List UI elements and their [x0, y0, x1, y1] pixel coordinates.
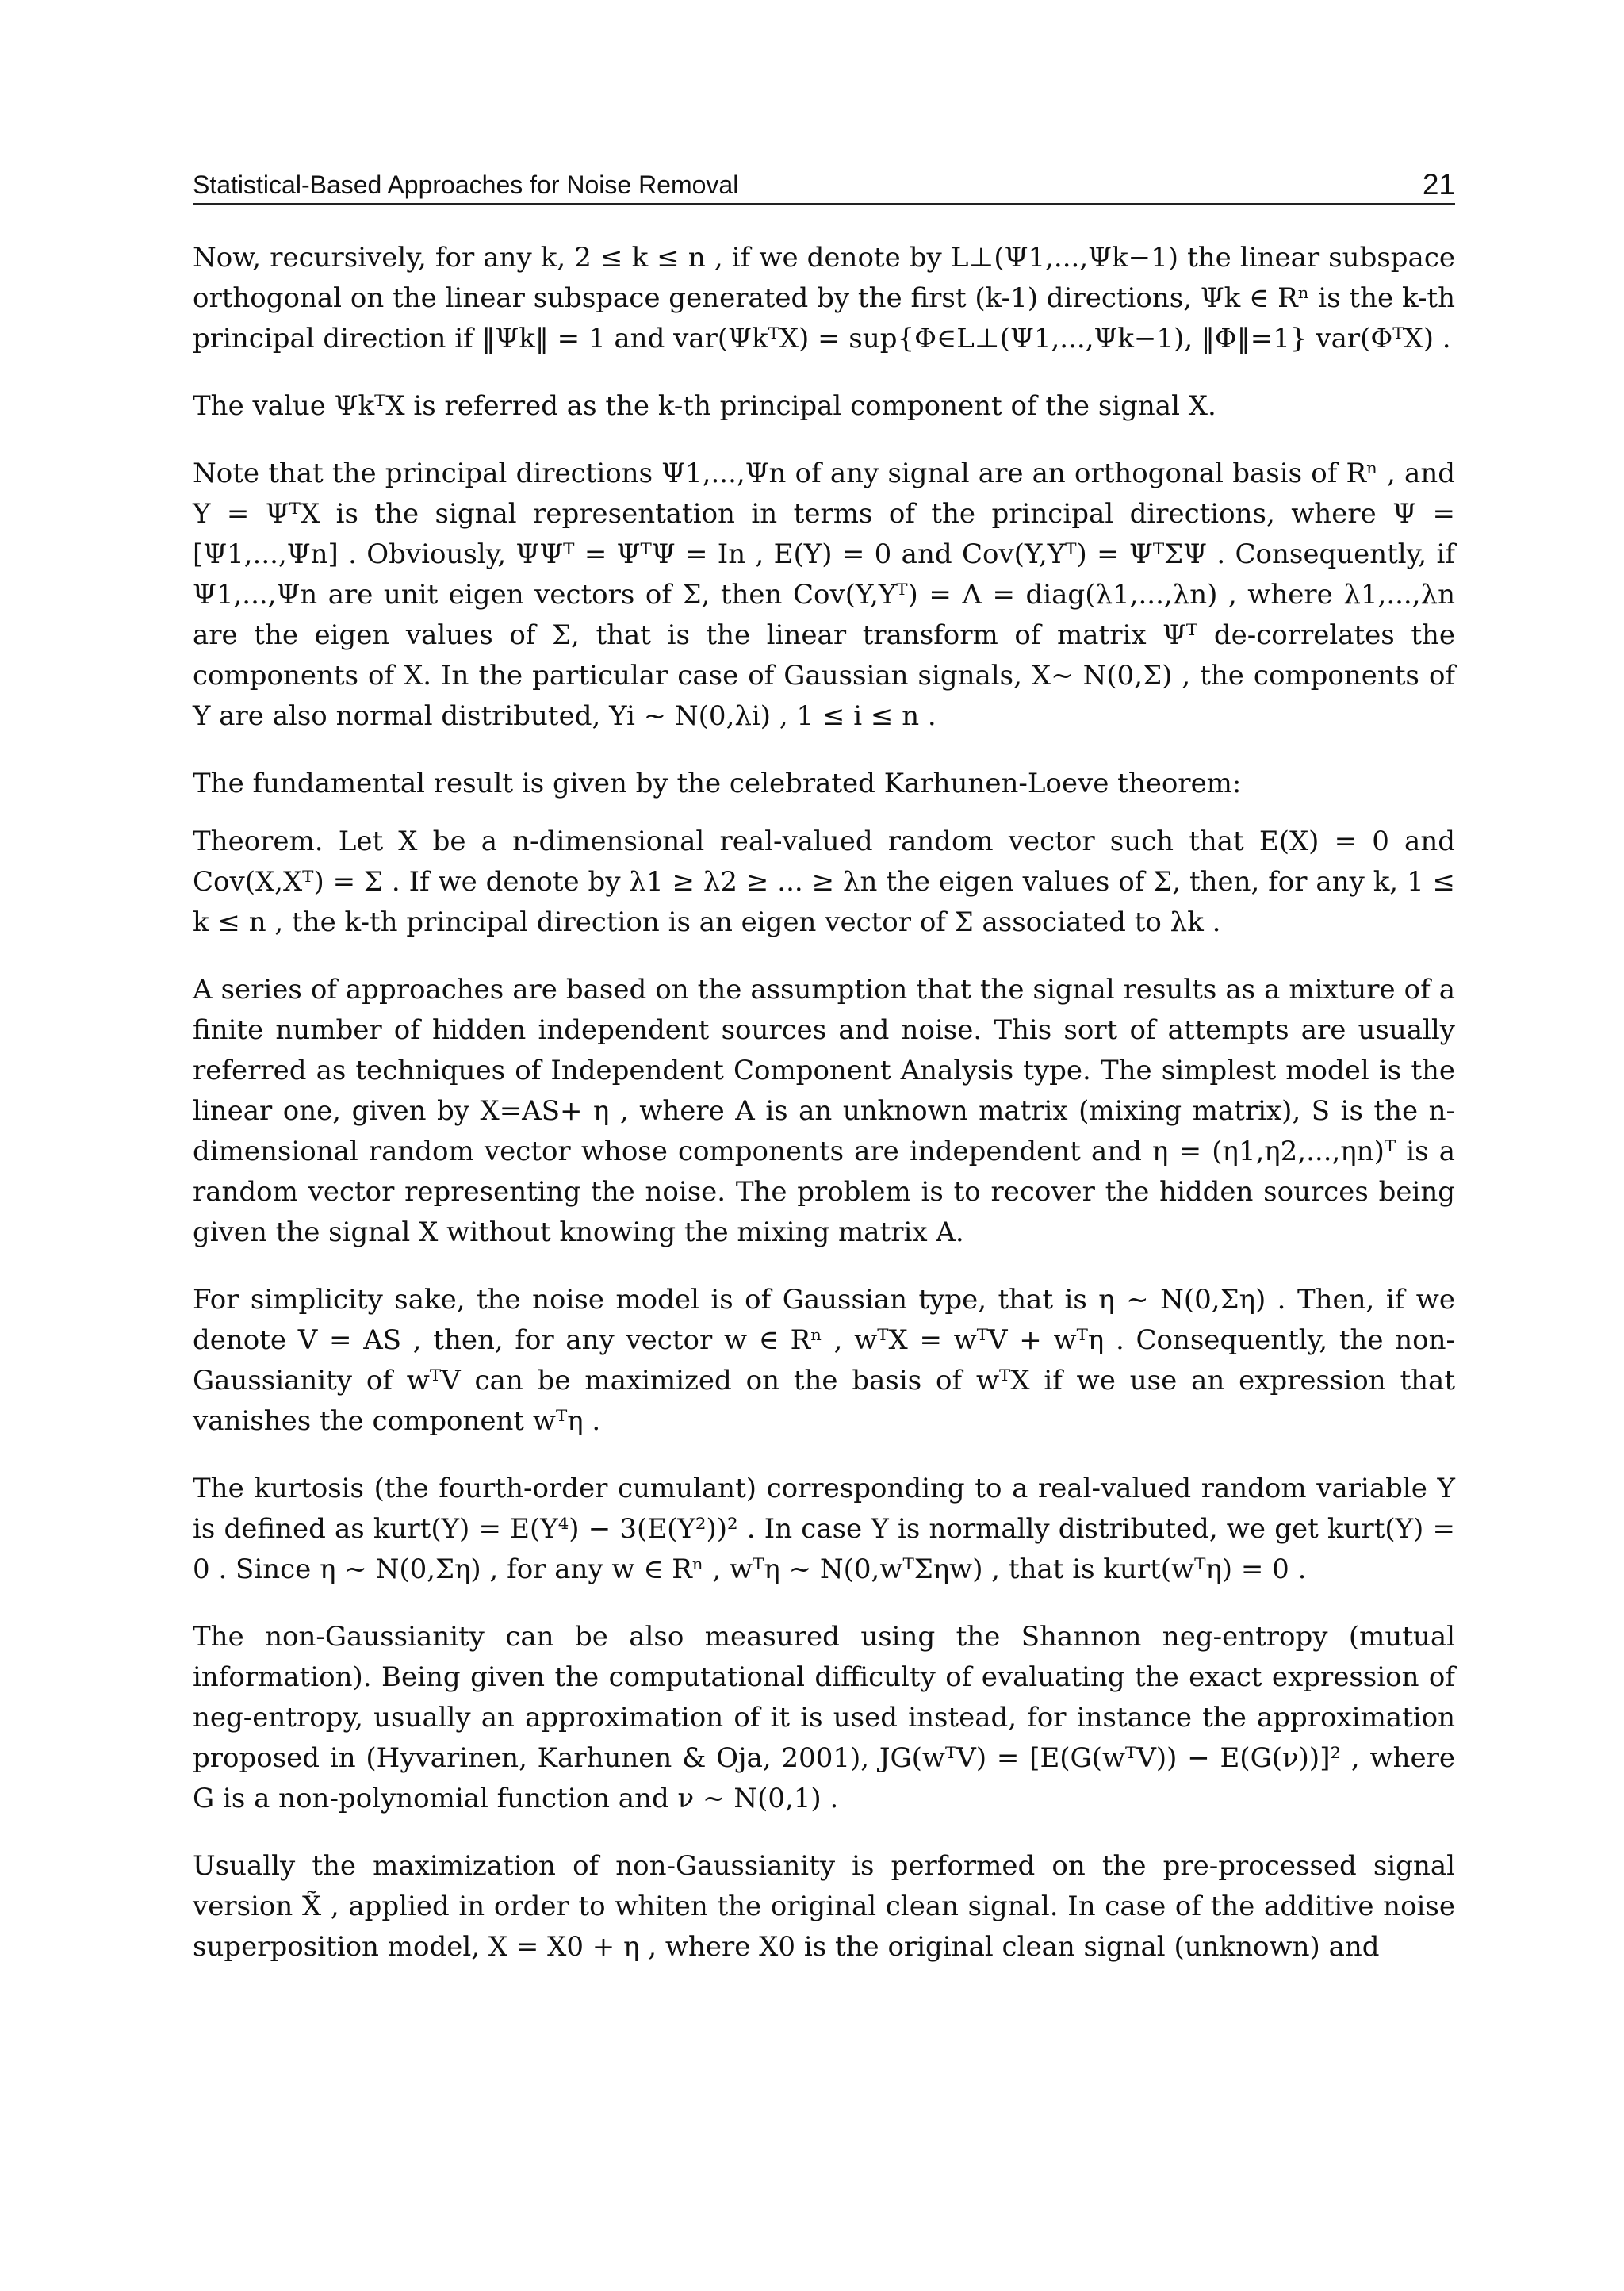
paragraph-karhunen-loeve-intro: The fundamental result is given by the celebrated Karhunen-Loeve theorem:	[193, 768, 1242, 799]
body-text	[193, 238, 1455, 1994]
running-header	[193, 163, 1455, 205]
paragraph-kurtosis: The kurtosis (the fourth-order cumulant) corresponding to a real-valued random variable Y is defined as kurt(Y) = E(Y⁴) − 3(E(Y²))² . In case Y is normally distributed, we get kurt(Y) = 0 . Since η ~ N(0,Ση) , for any w ∈ Rⁿ , wᵀη ~ N(0,wᵀΣηw) , that is kurt(wᵀη) = 0 .	[193, 1473, 1455, 1585]
paragraph-gaussian-noise: For simplicity sake, the noise model is of Gaussian type, that is η ~ N(0,Ση) . Then, if we denote V = AS , then, for any vector w ∈ Rⁿ , wᵀX = wᵀV + wᵀη . Consequently, the non-Gaussianity of wᵀV can be maximized on the basis of wᵀX if we use an expression that vanishes the component wᵀη .	[193, 1284, 1455, 1437]
paragraph-principal-component: The value ΨkᵀX is referred as the k-th principal component of the signal X.	[193, 390, 1216, 422]
paragraph-whitening: Usually the maximization of non-Gaussianity is performed on the pre-processed signal version X̃ , applied in order to whiten the original clean signal. In case of the additive noise superposition model, X = X0 + η , where X0 is the original clean signal (unknown) and	[193, 1850, 1455, 1963]
paragraph-negentropy: The non-Gaussianity can be also measured using the Shannon neg-entropy (mutual information). Being given the computational difficulty of evaluating the exact expression of neg-entropy, usually an approximation of it is used instead, for instance the approximation proposed in (Hyvarinen, Karhunen & Oja, 2001), JG(wᵀV) = [E(G(wᵀV)) − E(G(ν))]² , where G is a non-polynomial function and ν ~ N(0,1) .	[193, 1621, 1455, 1814]
paragraph-theorem: Theorem. Let X be a n-dimensional real-valued random vector such that E(X) = 0 and Cov(X,Xᵀ) = Σ . If we denote by λ1 ≥ λ2 ≥ ... ≥ λn the eigen values of Σ, then, for any k, 1 ≤ k ≤ n , the k-th principal direction is an eigen vector of Σ associated to λk .	[193, 826, 1455, 938]
page	[193, 0, 1455, 2291]
running-head-title: Statistical-Based Approaches for Noise Removal	[193, 170, 739, 199]
paragraph-ica-model: A series of approaches are based on the assumption that the signal results as a mixture of a finite number of hidden independent sources and noise. This sort of attempts are usually referred as techniques of Independent Component Analysis type. The simplest model is the linear one, given by X=AS+ η , where A is an unknown matrix (mixing matrix), S is the n-dimensional random vector whose components are independent and η = (η1,η2,...,ηn)ᵀ is a random vector representing the noise. The problem is to recover the hidden sources being given the signal X without knowing the mixing matrix A.	[193, 974, 1455, 1248]
page-number: 21	[1422, 168, 1455, 201]
paragraph-principal-direction: Now, recursively, for any k, 2 ≤ k ≤ n , if we denote by L⊥(Ψ1,...,Ψk−1) the linear subspace orthogonal on the linear subspace generated by the first (k-1) directions, Ψk ∈ Rⁿ is the k-th principal direction if ‖Ψk‖ = 1 and var(ΨkᵀX) = sup{Φ∈L⊥(Ψ1,...,Ψk−1), ‖Φ‖=1} var(ΦᵀX) .	[193, 242, 1455, 354]
paragraph-orthogonal-basis: Note that the principal directions Ψ1,...,Ψn of any signal are an orthogonal basis of Rⁿ , and Y = ΨᵀX is the signal representation in terms of the principal directions, where Ψ = [Ψ1,...,Ψn] . Obviously, ΨΨᵀ = ΨᵀΨ = In , E(Y) = 0 and Cov(Y,Yᵀ) = ΨᵀΣΨ . Consequently, if Ψ1,...,Ψn are unit eigen vectors of Σ, then Cov(Y,Yᵀ) = Λ = diag(λ1,...,λn) , where λ1,...,λn are the eigen values of Σ, that is the linear transform of matrix Ψᵀ de-correlates the components of X. In the particular case of Gaussian signals, X~ N(0,Σ) , the components of Y are also normal distributed, Yi ~ N(0,λi) , 1 ≤ i ≤ n .	[193, 458, 1455, 732]
